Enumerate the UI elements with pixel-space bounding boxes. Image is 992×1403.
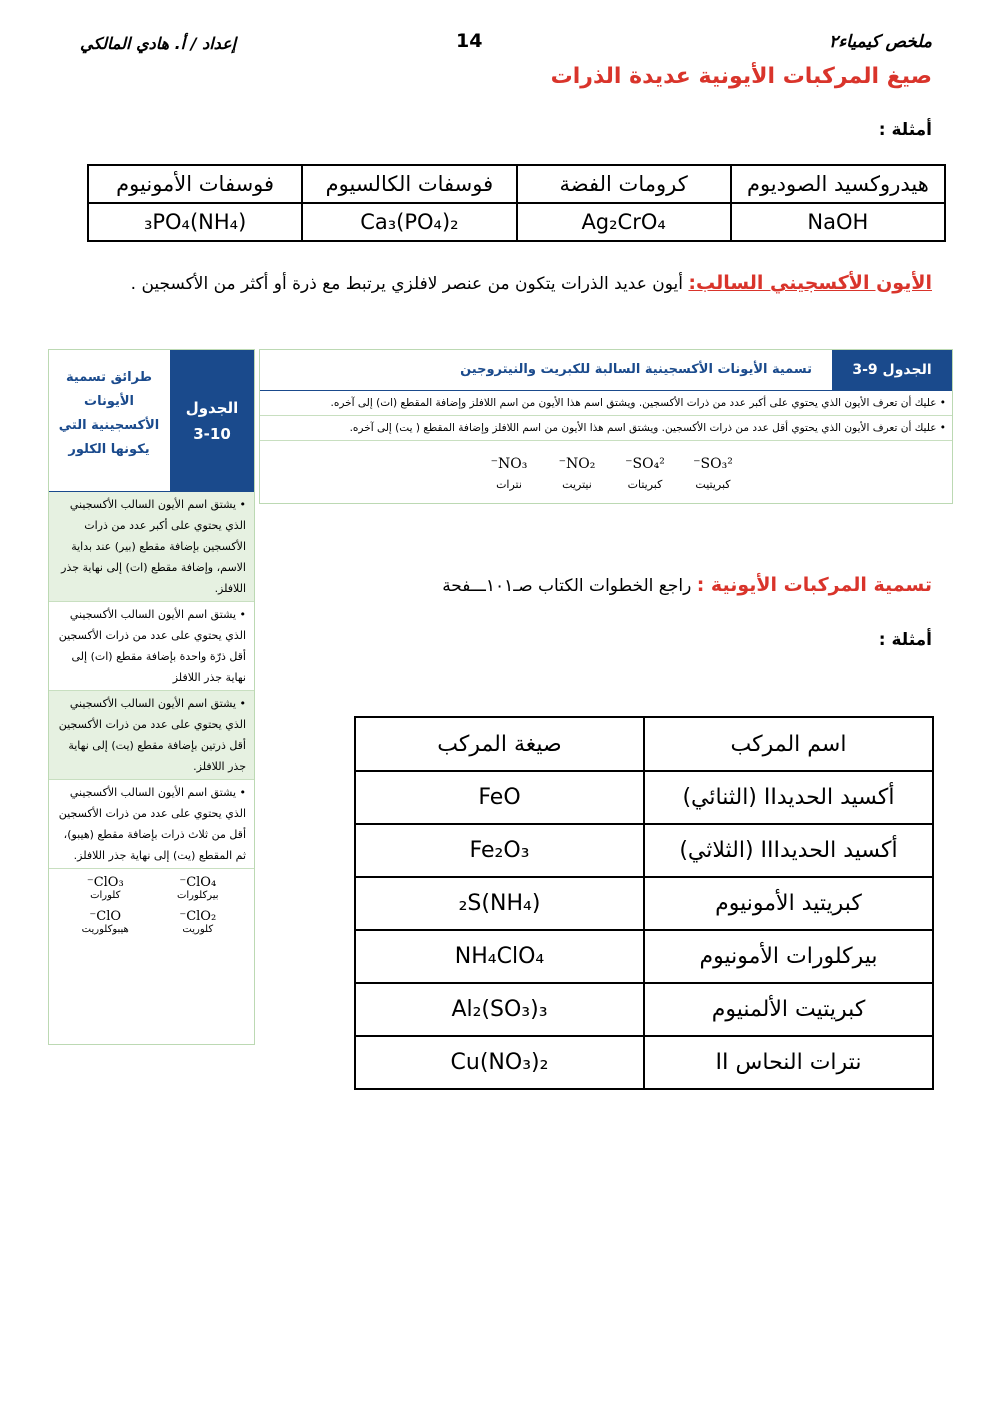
table-cell: Ag₂CrO₄ [517,203,731,241]
table-cell: هيدروكسيد الصوديوم [731,165,945,203]
examples-label: أمثلة : [878,120,932,140]
ion-formula: NO₃⁻ [490,456,528,472]
ion-formula: ClO₄⁻ [179,875,217,890]
table-row [355,824,933,877]
ion-list [485,456,737,491]
ion-name: كلورات [90,890,121,901]
ion-item [689,456,737,491]
naming-examples-table [354,716,934,1090]
compound-name: بيركلورات الأمونيوم [644,930,933,983]
ion-item [59,875,152,907]
ion-item [152,875,245,907]
ion-name: هيبوكلوريت [81,924,129,935]
table-cell: فوسفات الأمونيوم [88,165,302,203]
box-bullet: • عليك أن تعرف الأيون الذي يحتوي على أكبر عدد من ذرات الأكسجين. ويشتق اسم هذا الأيون من اسم اللافلز وإضافة المقطع (ات) إلى آخره. [260,391,952,416]
ion-grid [49,869,254,947]
ion-name: كلوريت [182,924,214,935]
definition-term: الأيون الأكسجيني السالب: [688,272,932,294]
definition-text: أيون عديد الذرات يتكون من عنصر لافلزي يرتبط مع ذرة أو أكثر من الأكسجين . [130,274,689,294]
compound-formula: (NH₄)₂S [355,877,644,930]
box-title: تسمية الأيونات الأكسجينية السالبة للكبريت والنيتروجين [460,362,812,377]
ion-formula: SO₄²⁻ [625,456,665,472]
definition [131,272,932,294]
column-header: اسم المركب [644,717,933,771]
table-9-3-box [259,349,953,504]
box-bullet: • عليك أن تعرف الأيون الذي يحتوي أقل عدد من ذرات الأكسجين. ويشتق اسم هذا الأيون من اسم اللافلز وإضافة المقطع ( يت) إلى آخره. [260,416,952,441]
column-header: صيغة المركب [355,717,644,771]
ion-formula: SO₃²⁻ [693,456,733,472]
header-subject: ملخص كيمياء٢ [829,32,932,52]
table-row [355,771,933,824]
ion-formula: ClO₃⁻ [86,875,124,890]
ion-item [553,456,601,491]
ion-name: نيتريت [562,478,592,491]
box-badge: الجدول 9-3 [832,350,952,390]
ion-item [152,909,245,941]
box-badge-line: الجدول [185,399,239,417]
section-title-polyatomic: صيغ المركبات الأيونية عديدة الذرات [550,64,932,89]
ion-name: كبريتيت [695,478,731,491]
compound-formula: Al₂(SO₃)₃ [355,983,644,1036]
table-row [355,983,933,1036]
compound-name: نترات النحاس II [644,1036,933,1089]
table-cell: (NH₄)₃PO₄ [88,203,302,241]
ion-formula: ClO₂⁻ [179,909,217,924]
table-cell: NaOH [731,203,945,241]
table-3-10-box [48,349,255,1045]
ion-item [621,456,669,491]
ion-name: نترات [496,478,522,491]
box-item: • يشتق اسم الأيون السالب الأكسجيني الذي يحتوي على عدد من ذرات الأكسجين أقل ذرتين بإضافة مقطع (يت) إلى نهاية جذر اللافلز. [49,691,254,780]
compound-name: كبريتيد الأمونيوم [644,877,933,930]
table-header-row [355,717,933,771]
table-row [88,165,945,203]
table-row [88,203,945,241]
compound-name: أكسيد الحديدII (الثنائي) [644,771,933,824]
ion-formula: NO₂⁻ [558,456,596,472]
ion-name: كبريتات [627,478,663,491]
compound-formula: Cu(NO₃)₂ [355,1036,644,1089]
ion-formula: ClO⁻ [89,909,122,924]
box-header [260,350,952,391]
box-divider [49,491,254,492]
section-title-text: راجع الخطوات الكتاب صـ١٠١ـــفحة [442,576,697,596]
page-number: 14 [456,30,483,52]
ion-item [59,909,152,941]
ion-name: بيركلورات [176,890,219,901]
polyatomic-examples-table [87,164,946,242]
compound-name: أكسيد الحديدIII (الثلاثي) [644,824,933,877]
compound-formula: Fe₂O₃ [355,824,644,877]
box-item: • يشتق اسم الأيون السالب الأكسجيني الذي يحتوي على أكبر عدد من ذرات الأكسجين بإضافة مقطع (بير) عند بداية الاسم، وإضافة مقطع (ات) إلى نهاية جذر اللافلز. [49,492,254,602]
box-title: طرائق تسمية الأيونات الأكسجينية التي يكونها الكلور [58,370,160,457]
compound-formula: FeO [355,771,644,824]
ion-item [485,456,533,491]
table-row [355,930,933,983]
table-cell: Ca₃(PO₄)₂ [302,203,516,241]
header-author: إعداد / أ. هادي المالكي [80,34,237,53]
compound-formula: NH₄ClO₄ [355,930,644,983]
box-item: • يشتق اسم الأيون السالب الأكسجيني الذي يحتوي على عدد من ذرات الأكسجين أقل ذرّة واحدة بإضافة مقطع (ات) إلى نهاية جذر اللافلز [49,602,254,691]
table-cell: كرومات الفضة [517,165,731,203]
examples-label: أمثلة : [878,630,932,650]
box-item: • يشتق اسم الأيون السالب الأكسجيني الذي يحتوي على عدد من ذرات الأكسجين أقل من ثلاث ذرات بإضافة مقطع (هيبو)، ثم المقطع (يت) إلى نهاية جذر اللافلز. [49,780,254,869]
section-title-term: تسمية المركبات الأيونية : [696,574,932,596]
section-title-naming [442,574,932,596]
compound-name: كبريتيت الألمنيوم [644,983,933,1036]
box-header [49,350,254,492]
table-row [355,877,933,930]
box-badge-line: 3-10 [193,425,231,443]
box-badge [170,350,254,492]
table-row [355,1036,933,1089]
table-cell: فوسفات الكالسيوم [302,165,516,203]
